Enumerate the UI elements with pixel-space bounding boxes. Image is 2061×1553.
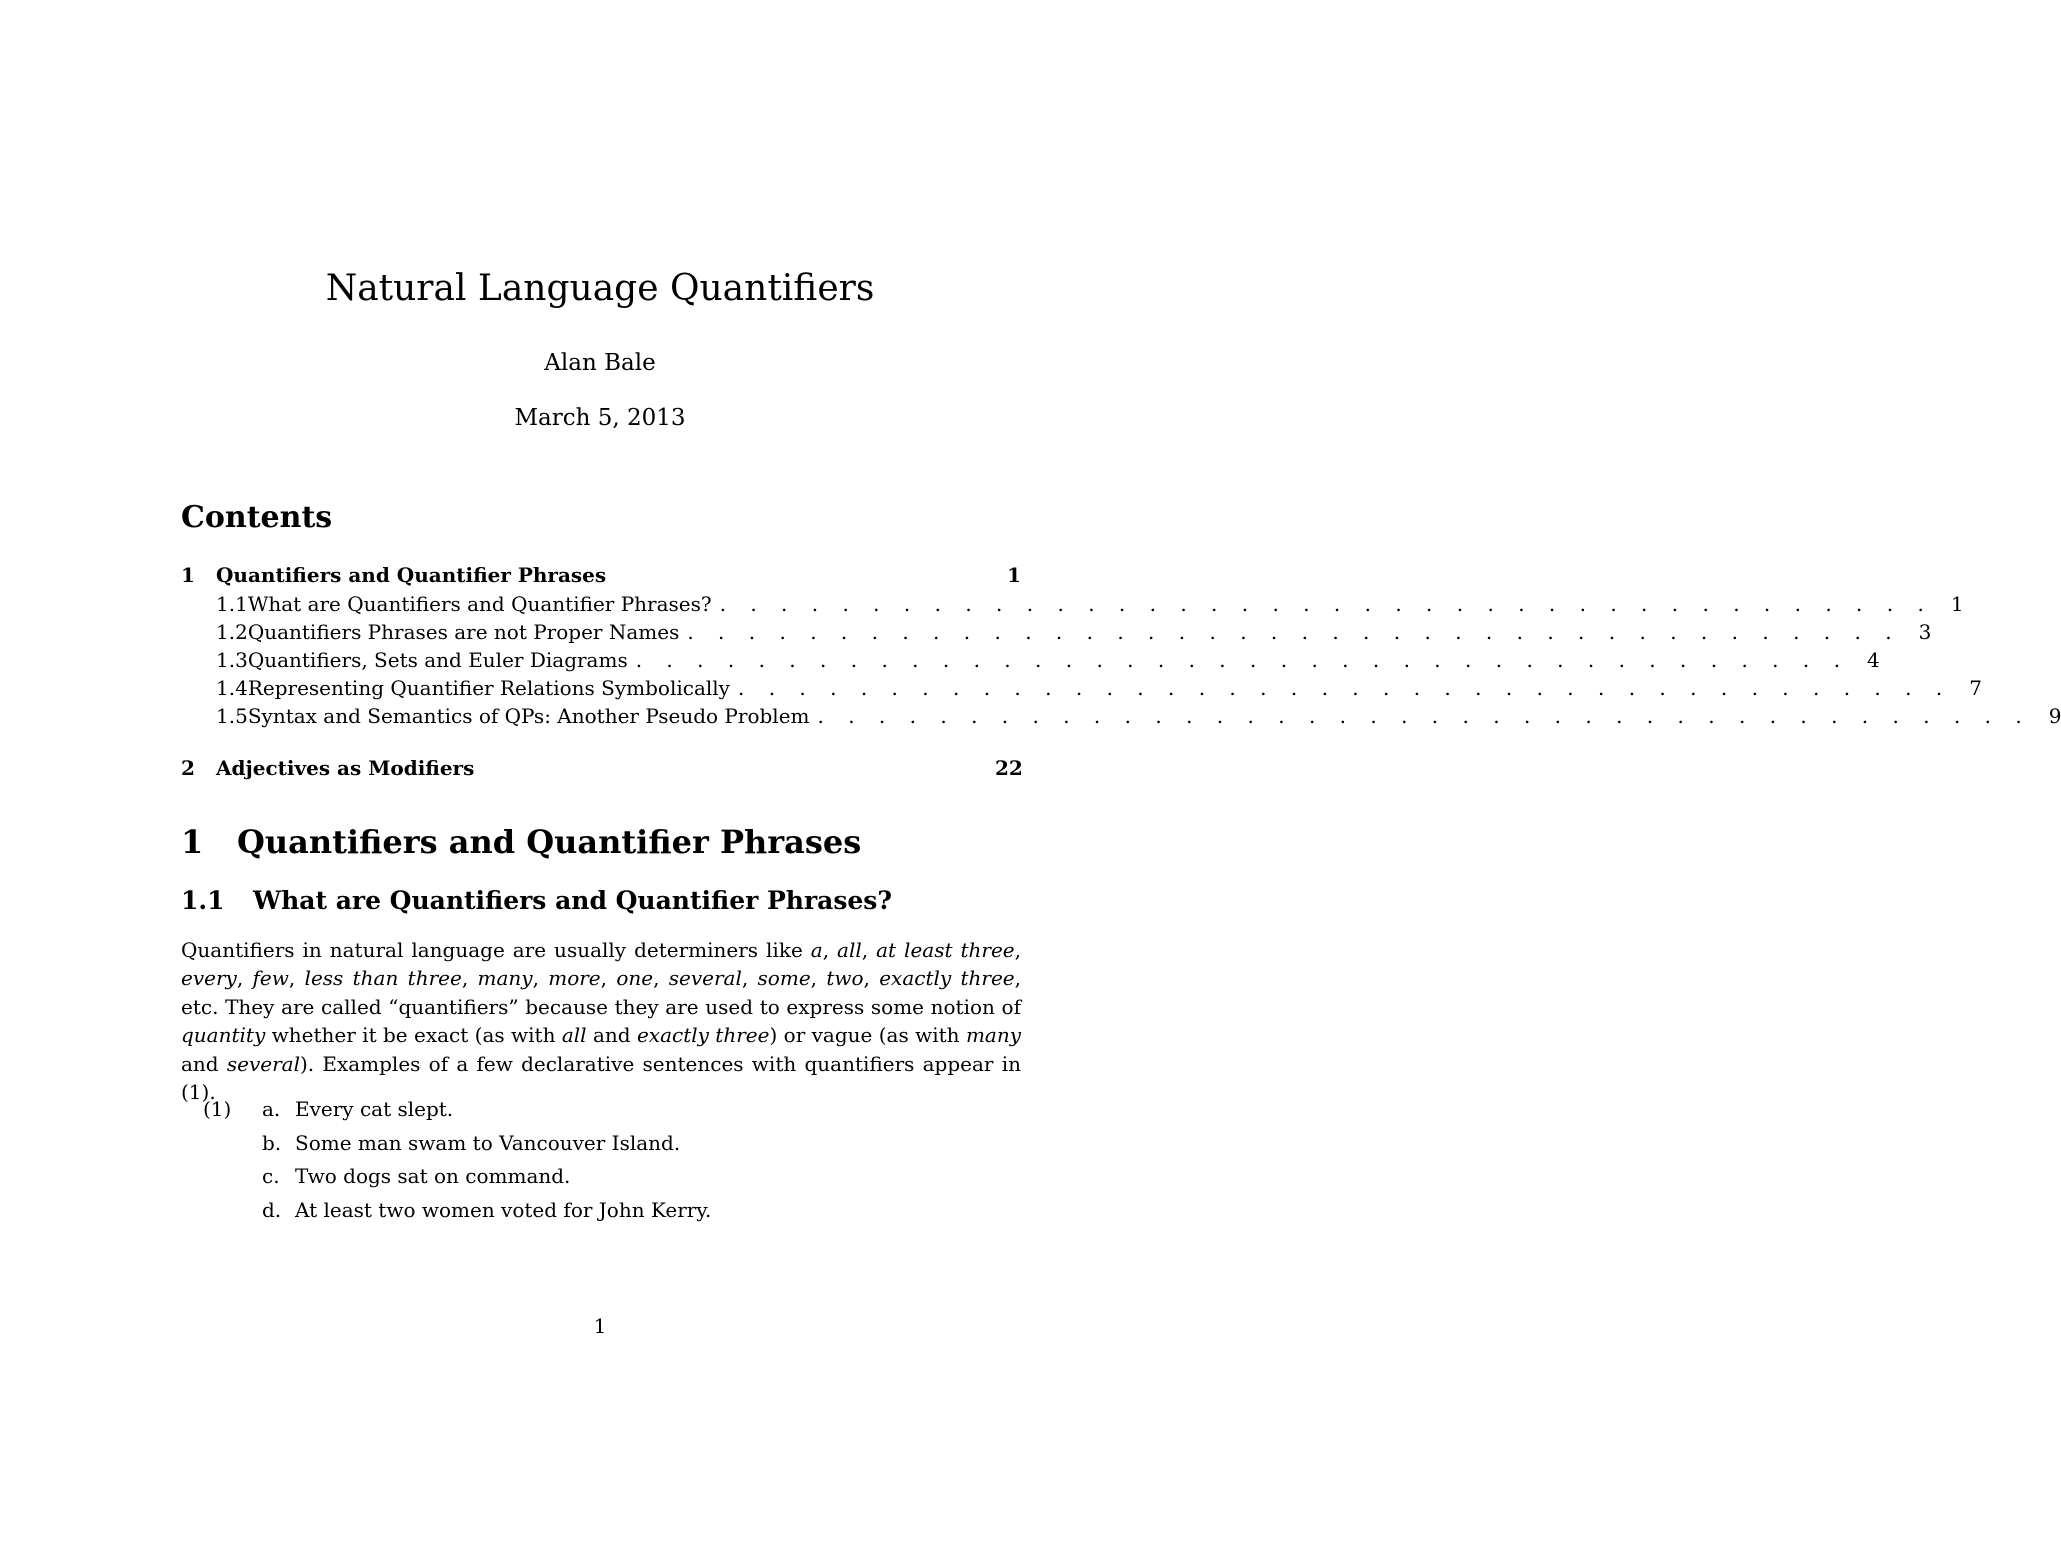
subsection-number: 1.1	[181, 886, 225, 915]
example-text: Some man swam to Vancouver Island.	[295, 1131, 681, 1155]
toc-page-number: 1	[1007, 563, 1021, 587]
toc-subsection-number: 1.5	[216, 704, 248, 728]
toc-page-number: 4	[1866, 648, 1880, 672]
toc-subsection-number: 1.4	[216, 676, 248, 700]
toc-subsection-1-2[interactable]	[181, 620, 1932, 644]
section-title: Quantifiers and Quantifier Phrases	[237, 823, 862, 861]
author-name: Alan Bale	[544, 350, 656, 376]
toc-leader-dots: . . . . . . . . . . . . . . . . . . . . . . . . . . . . . . . . . . . . . . . .	[687, 620, 1901, 644]
example-text: Two dogs sat on command.	[295, 1164, 571, 1188]
toc-subsection-title: What are Quantifiers and Quantifier Phrases?	[247, 592, 712, 616]
example-letter: d.	[262, 1198, 282, 1222]
example-item	[262, 1131, 680, 1155]
toc-section-title: Quantifiers and Quantifier Phrases	[216, 563, 607, 587]
toc-subsection-title: Quantifiers Phrases are not Proper Names	[247, 620, 680, 644]
toc-section-1[interactable]	[181, 563, 1021, 587]
toc-section-number: 1	[181, 563, 195, 587]
contents-heading: Contents	[181, 500, 333, 535]
toc-page-number: 9	[2048, 704, 2061, 728]
toc-subsection-1-1[interactable]	[181, 592, 1964, 616]
toc-leader-dots: . . . . . . . . . . . . . . . . . . . . . . . . . . . . . . . . . . . . . . . .	[635, 648, 1849, 672]
toc-subsection-1-4[interactable]	[181, 676, 1982, 700]
toc-subsection-1-5[interactable]	[181, 704, 2061, 728]
toc-leader-dots: . . . . . . . . . . . . . . . . . . . . . . . . . . . . . . . . . . . . . . . .	[737, 676, 1952, 700]
toc-subsection-1-3[interactable]	[181, 648, 1880, 672]
example-label: (1)	[203, 1097, 232, 1121]
subsection-heading	[181, 886, 892, 915]
toc-page-number: 3	[1918, 620, 1932, 644]
example-text: At least two women voted for John Kerry.	[295, 1198, 712, 1222]
example-letter: c.	[262, 1164, 280, 1188]
toc-page-number: 1	[1950, 592, 1964, 616]
toc-subsection-number: 1.1	[216, 592, 248, 616]
page-number: 1	[593, 1314, 607, 1338]
paper-title: Natural Language Quantifiers	[325, 268, 875, 309]
toc-section-number: 2	[181, 756, 195, 780]
example-item	[262, 1198, 711, 1222]
example-item	[262, 1097, 453, 1121]
toc-subsection-title: Quantifiers, Sets and Euler Diagrams	[247, 648, 628, 672]
section-heading	[181, 823, 861, 861]
toc-section-2[interactable]	[181, 756, 1021, 780]
toc-subsection-number: 1.3	[216, 648, 248, 672]
toc-section-title: Adjectives as Modifiers	[216, 756, 475, 780]
section-number: 1	[181, 823, 204, 861]
example-text: Every cat slept.	[295, 1097, 454, 1121]
toc-subsection-title: Syntax and Semantics of QPs: Another Pseudo Problem	[247, 704, 810, 728]
paper-date: March 5, 2013	[514, 405, 686, 431]
example-letter: b.	[262, 1131, 282, 1155]
toc-leader-dots: . . . . . . . . . . . . . . . . . . . . . . . . . . . . . . . . . . . . . . . .	[817, 704, 2031, 728]
toc-page-number: 22	[995, 756, 1023, 780]
toc-subsection-title: Representing Quantifier Relations Symbolically	[247, 676, 730, 700]
toc-subsection-number: 1.2	[216, 620, 248, 644]
body-paragraph: Quantifiers in natural language are usually determiners like a, all, at least three, every, few, less than three, many, more, one, several, some, two, exactly three, etc. They are called “quantifiers” because they are used to express some notion of quantity whether it be exact (as with all and exactly three) or vague (as with many and several). Examples of a few declarative sentences with quantifiers appear in (1).	[181, 938, 1022, 1105]
toc-page-number: 7	[1969, 676, 1982, 700]
example-letter: a.	[262, 1097, 281, 1121]
toc-leader-dots: . . . . . . . . . . . . . . . . . . . . . . . . . . . . . . . . . . . . . . . .	[719, 592, 1933, 616]
example-item	[262, 1164, 570, 1188]
subsection-title: What are Quantifiers and Quantifier Phrases?	[253, 886, 893, 915]
